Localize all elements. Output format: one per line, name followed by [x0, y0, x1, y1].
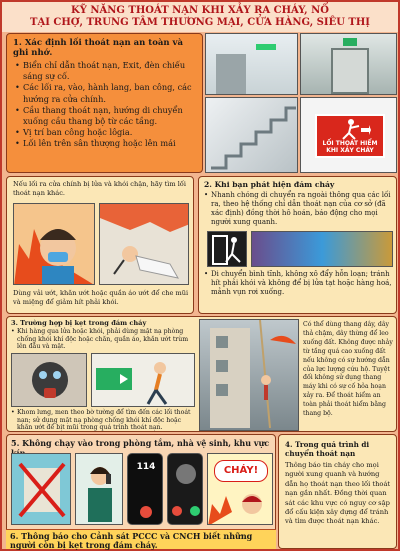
avatar-icon	[176, 464, 196, 484]
poster-title	[2, 2, 398, 32]
woman-calling-icon	[76, 454, 123, 525]
section-1-item: • Biển chỉ dẫn thoát nạn, Exit, đèn chiếu sáng sự cố.	[15, 60, 196, 82]
section-3-item-2	[11, 409, 195, 432]
exit-hallway-image	[205, 33, 298, 95]
section-1-item: • Các lối ra, vào, hành lang, ban công, các hướng ra cửa chính.	[15, 82, 196, 104]
child-smoke-image	[13, 203, 95, 285]
bullet-icon: •	[11, 409, 15, 416]
section-3-right-text: Có thể dùng thang dây, dây thả chậm, dây thừng để leo xuống đất. Không được nhảy từ tầng quá cao xuống đất nếu không có sự hướng dẫn của lực lượng cứu hộ. Tuyệt đối không sử dụng thang máy khi có sự cố hỏa hoạn xảy ra. Để thoát hiểm an toàn phải thoát hiểm bằng thang bộ.	[303, 321, 393, 418]
section-2-item-1-text: Nhanh chóng di chuyển ra ngoài thông qua các lối ra, theo hệ thống chỉ dẫn thoát nạn của cơ sở (đã xác định) đồng thời hô hoán, báo động cho mọi người xung quanh.	[211, 191, 391, 226]
section-2-item-2-text: Di chuyển bình tĩnh, không xô đẩy hỗn loạn; tránh hít phải khói và không để bị lửa tạt hoặc hàng hoá, mảnh vụn rơi xuống.	[211, 270, 392, 296]
door-icon	[331, 48, 369, 94]
gas-mask-image	[11, 353, 87, 407]
exit-person-sign	[207, 231, 247, 267]
section-3-item-1	[11, 328, 195, 351]
no-entry-icon	[12, 454, 71, 525]
phone-call-image	[167, 453, 203, 525]
section-2-heading: 2. Khi bạn phát hiện đám cháy	[204, 180, 335, 189]
title-line-2: TẠI CHỢ, TRUNG TÂM THƯƠNG MẠI, CỬA HÀNG, SIÊU THỊ	[30, 17, 370, 28]
section-6-bar: 6. Thông báo cho Cảnh sát PCCC và CNCH biết những người còn bị kẹt trong đám cháy.	[6, 529, 276, 549]
section-1-item: • Cầu thang thoát nạn, hướng di chuyển xuống cầu thang bộ từ các tầng.	[15, 105, 196, 127]
section-1-item: • Vị trí ban công hoặc lôgia.	[15, 127, 196, 138]
section-2-panel	[198, 176, 397, 314]
woman-phone-image	[75, 453, 123, 525]
section-2-item-1	[204, 191, 392, 227]
title-line-1: KỸ NĂNG THOÁT NẠN KHI XẢY RA CHÁY, NỔ	[71, 5, 329, 16]
section-2-item-2	[204, 270, 392, 297]
section-4-panel	[278, 434, 397, 549]
bathroom-warning-image	[11, 453, 71, 525]
staircase-icon	[206, 98, 298, 173]
door-icon	[216, 54, 246, 94]
alarm-bubble: CHÁY!	[214, 460, 268, 482]
section-1-item: • Lối lên trên sân thượng hoặc lên mái	[15, 138, 196, 149]
section-1-heading: 1. Xác định lối thoát nạn an toàn và ghi nhớ.	[13, 38, 183, 58]
smoke-top-text: Nếu lối ra cửa chính bị lửa và khói chặn, hãy tìm lối thoát nạn khác.	[13, 180, 186, 197]
bullet-icon: •	[204, 270, 209, 278]
exit-sign-image	[300, 97, 397, 173]
emergency-door-image	[300, 33, 397, 95]
staircase-image	[205, 97, 298, 173]
exit-sign-icon	[343, 38, 357, 46]
exit-runner-icon	[208, 232, 247, 267]
section-1-list	[7, 60, 202, 150]
escape-route-image	[91, 353, 195, 407]
phone-dial-image	[127, 453, 163, 525]
section-3-heading: 3. Trường hợp bị kẹt trong đám cháy	[11, 319, 147, 327]
section-4-body: Thông báo tin cháy cho mọi người xung quanh và hướng dẫn họ thoát nạn theo lối thoát nạn gần nhất. Đồng thời quan sát các khu vực có nguy cơ sập đổ cấu kiện xây dựng để tránh và tìm được thoát nạn khác.	[285, 461, 391, 526]
section-5-heading: 5. Không chạy vào trong phòng tắm, nhà vệ sinh, khu vực	[11, 438, 270, 448]
end-call-icon	[172, 506, 182, 516]
section-3-item-1-text: Khi hàng qua lửa hoặc khói, phải dùng mặt nạ phòng chống khói khí độc hoặc chăn, quần áo, khăn ướt trùm lên đầu và mặt.	[17, 328, 189, 351]
person-escaping-icon	[92, 354, 195, 407]
section-4-heading: 4. Trong quá trình di chuyển thoát nạn	[285, 440, 370, 458]
smoke-panel	[6, 176, 194, 314]
crawling-person-image	[99, 203, 189, 285]
section-1-panel	[6, 33, 203, 173]
mall-interior-image	[251, 231, 393, 267]
exit-sign-icon	[256, 44, 276, 50]
phone-number: 114	[136, 462, 156, 472]
child-covering-mouth-icon	[14, 204, 95, 285]
answer-call-icon	[190, 506, 200, 516]
rope-descent-image	[199, 319, 299, 431]
running-man-icon	[331, 118, 371, 140]
fire-exit-sign	[315, 114, 385, 158]
exit-sign-label: LỐI THOÁT HIỂM KHI XẢY CHÁY	[322, 140, 378, 154]
fire-alarm-image	[207, 453, 273, 525]
section-3-item-2-text: Khom lưng, men theo bờ tường để tìm đến các lối thoát nạn; sử dụng mặt nạ phòng chống khói khí độc hoặc khăn ướt để bịt mũi trong quá trình thoát nạn.	[17, 409, 191, 432]
smoke-bottom-text: Dùng vải ướt, khăn ướt hoặc quần áo ướt để che mũi và miệng để giảm hít phải khói.	[13, 289, 189, 306]
building-rope-icon	[200, 320, 299, 431]
person-crawling-icon	[100, 204, 189, 285]
bullet-icon: •	[204, 191, 209, 199]
call-button-icon	[140, 506, 152, 518]
bullet-icon: •	[11, 328, 15, 335]
gas-mask-icon	[12, 354, 87, 407]
section-3-panel	[6, 316, 397, 432]
